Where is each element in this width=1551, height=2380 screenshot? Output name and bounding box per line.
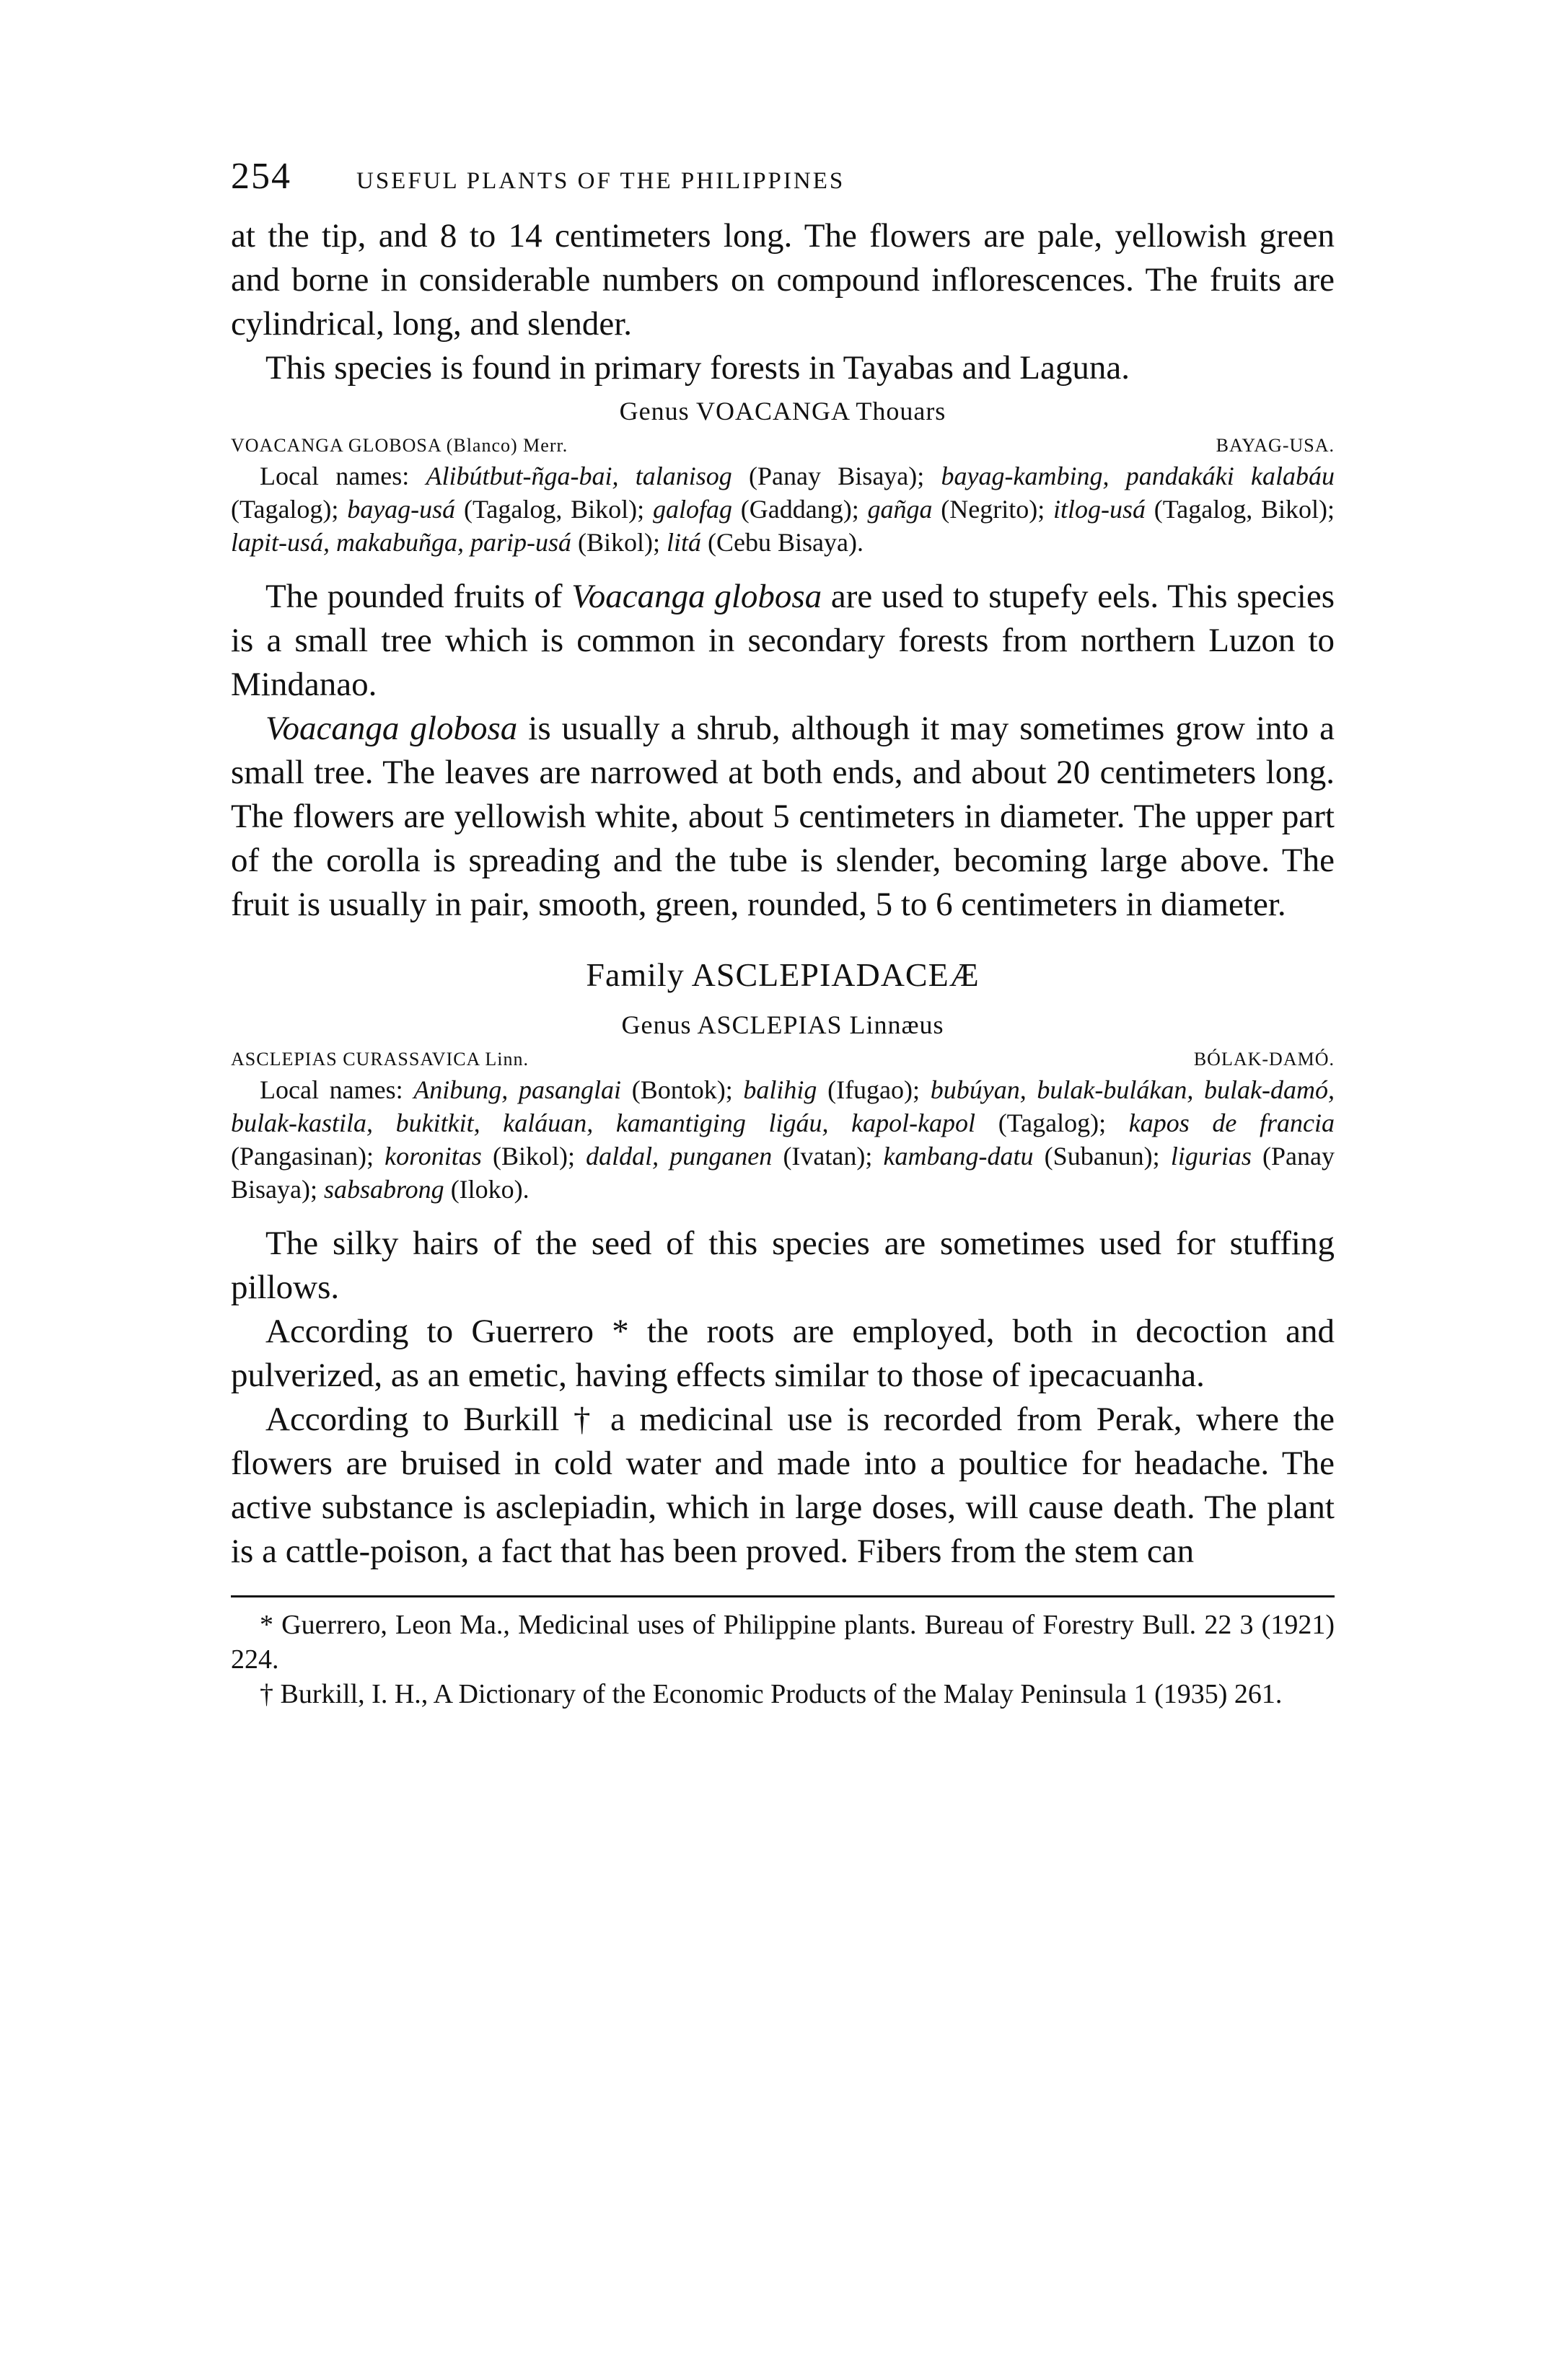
footnote-burkill: † Burkill, I. H., A Dictionary of the Economic Products of the Malay Peninsula 1 (1935) 261. (260, 1679, 1283, 1709)
intro-paragraph-2: This species is found in primary forests in Tayabas and Laguna. (265, 349, 1130, 387)
local-name: galofag (652, 495, 732, 524)
family-heading: Family ASCLEPIADACEÆ (586, 956, 980, 993)
local-names-lead: Local names: (260, 462, 426, 490)
local-name: litá (667, 528, 702, 557)
local-region: (Bikol); (481, 1142, 586, 1171)
local-name: bubúyan, bulak-bulákan, bulak-damó, bulak-kastila, bukitkit, kaláuan, kamantiging ligáu, kapol-kapol (231, 1075, 1335, 1137)
local-region: (Pangasinan); (231, 1142, 385, 1171)
asclepias-paragraph-1: The silky hairs of the seed of this species are sometimes used for stuffing pillows. (231, 1225, 1335, 1306)
local-name: kapos de francia (1128, 1109, 1335, 1137)
local-name: koronitas (385, 1142, 482, 1171)
local-region: (Bontok); (621, 1075, 744, 1104)
local-region: (Ivatan); (772, 1142, 884, 1171)
common-name: BAYAG-USA. (1216, 435, 1335, 456)
local-region: (Tagalog); (975, 1109, 1129, 1137)
common-name: BÓLAK-DAMÓ. (1193, 1049, 1335, 1070)
local-name: ligurias (1170, 1142, 1252, 1171)
text-run: is usually a shrub, although it may sometimes grow into a small tree. The leaves are narrowed at both ends, and about 20 centimeters long. The flowers are yellowish white, about 5 centimeters in diameter. The upper part of the corolla is spreading and the tube is slender, becoming large above. The fruit is usually in pair, smooth, green, rounded, 5 to 6 centimeters in diameter. (231, 710, 1335, 923)
voacanga-paragraph-1 (231, 575, 1335, 707)
page-header (231, 155, 1335, 198)
species-name: VOACANGA GLOBOSA (Blanco) Merr. (231, 435, 568, 456)
local-name: sabsabrong (323, 1175, 444, 1204)
local-region: (Tagalog, Bikol); (1146, 495, 1335, 524)
local-name: bayag-kambing, pandakáki kalabáu (941, 462, 1335, 490)
local-region: (Panay Bisaya); (231, 1142, 1335, 1204)
species-name: ASCLEPIAS CURASSAVICA Linn. (231, 1049, 530, 1070)
local-name: gañga (867, 495, 933, 524)
species-line-asclepias (231, 1049, 1335, 1070)
footnote-divider (231, 1595, 1335, 1597)
local-name: Anibung, pasanglai (413, 1075, 622, 1104)
local-region: (Cebu Bisaya). (701, 528, 864, 557)
local-name: itlog-usá (1053, 495, 1146, 524)
species-line-voacanga (231, 435, 1335, 457)
species-italic: Voacanga globosa (571, 578, 822, 615)
local-names-voacanga (231, 459, 1335, 559)
local-region: (Ifugao); (817, 1075, 931, 1104)
local-region: (Tagalog, Bikol); (455, 495, 653, 524)
genus-heading-voacanga: Genus VOACANGA Thouars (619, 397, 946, 426)
asclepias-paragraph-3: According to Burkill † a medicinal use is recorded from Perak, where the flowers are bruised in cold water and made into a poultice for headache. The active substance is asclepiadin, which in large doses, will cause death. The plant is a cattle-poison, a fact that has been proved. Fibers from the stem can (231, 1401, 1335, 1570)
local-names-asclepias (231, 1073, 1335, 1206)
local-region: (Bikol); (571, 528, 667, 557)
local-name: balihig (743, 1075, 817, 1104)
asclepias-paragraph-2: According to Guerrero * the roots are employed, both in decoction and pulverized, as an emetic, having effects similar to those of ipecacuanha. (231, 1313, 1335, 1394)
local-region: (Gaddang); (731, 495, 868, 524)
voacanga-paragraph-2 (231, 707, 1335, 927)
book-page (231, 155, 1335, 1711)
genus-heading-asclepias: Genus ASCLEPIAS Linnæus (621, 1010, 944, 1039)
text-run: are used to stupefy eels. This species is a small tree which is common in secondary forests from northern Luzon to Mindanao. (231, 578, 1335, 703)
local-region: (Subanun); (1033, 1142, 1171, 1171)
local-region: (Tagalog); (231, 495, 348, 524)
local-region: (Panay Bisaya); (731, 462, 941, 490)
page-number: 254 (231, 156, 291, 197)
local-name: Alibútbut-ñga-bai, talanisog (426, 462, 732, 490)
intro-paragraph: at the tip, and 8 to 14 centimeters long. The flowers are pale, yellowish green and borne in considerable numbers on compound inflorescences. The fruits are cylindrical, long, and slender. (231, 217, 1335, 343)
local-name: lapit-usá, makabuñga, parip-usá (231, 528, 571, 557)
text-run: The pounded fruits of (265, 578, 572, 615)
local-names-lead: Local names: (260, 1075, 414, 1104)
footnote-guerrero: * Guerrero, Leon Ma., Medicinal uses of Philippine plants. Bureau of Forestry Bull. 22 3 (1921) 224. (231, 1610, 1335, 1675)
running-title: USEFUL PLANTS OF THE PHILIPPINES (356, 168, 845, 194)
local-name: bayag-usá (347, 495, 456, 524)
local-region: (Negrito); (932, 495, 1053, 524)
local-name: daldal, punganen (586, 1142, 773, 1171)
local-name: kambang-datu (883, 1142, 1034, 1171)
species-italic: Voacanga globosa (265, 710, 518, 747)
local-region: (Iloko). (444, 1175, 530, 1204)
